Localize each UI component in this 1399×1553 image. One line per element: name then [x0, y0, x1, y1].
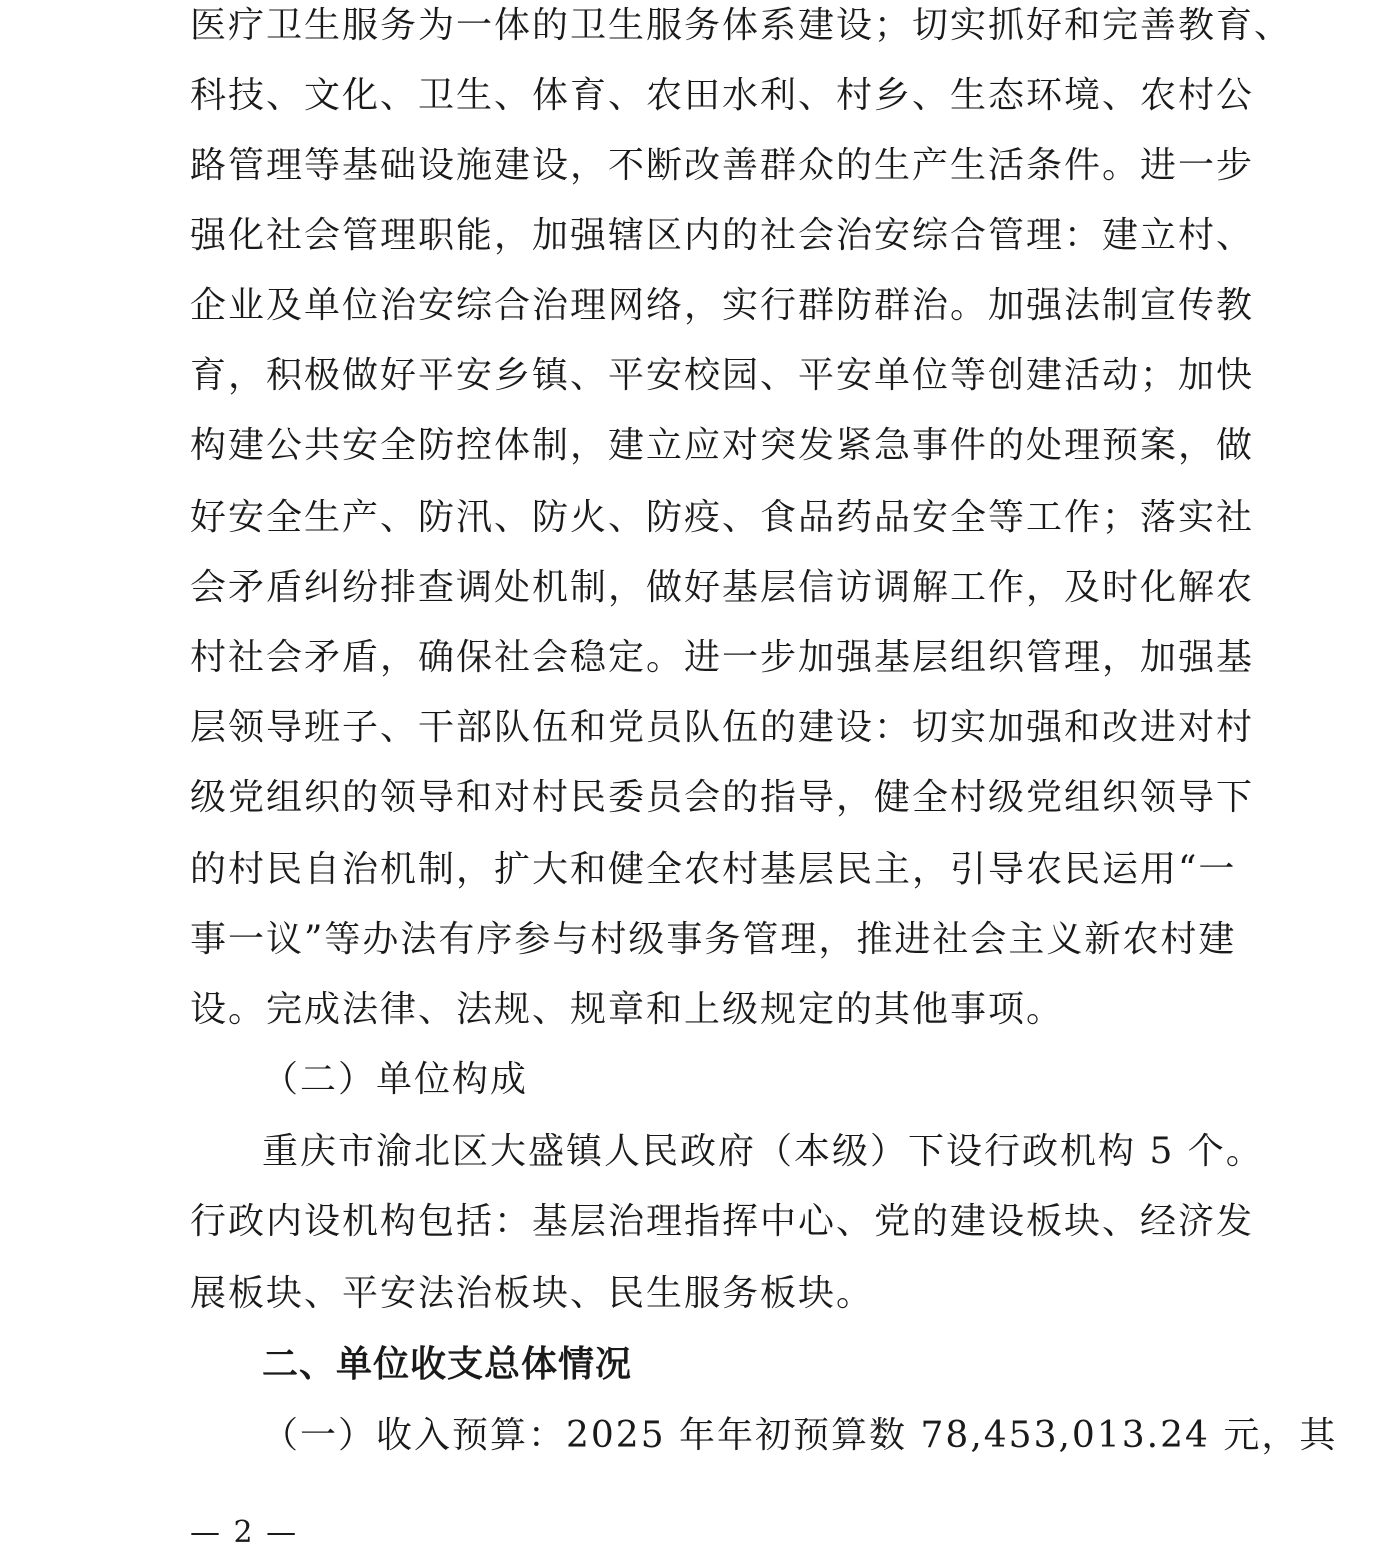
body-line-2: 科技、文化、卫生、体育、农田水利、村乡、生态环境、农村公 [190, 75, 1255, 116]
body-line-5: 企业及单位治安综合治理网络，实行群防群治。加强法制宣传教 [190, 285, 1255, 326]
body-line-3: 路管理等基础设施建设，不断改善群众的生产生活条件。进一步 [190, 145, 1255, 186]
subsection-heading-unit-composition: （二）单位构成 [262, 1059, 529, 1100]
body-line-7: 构建公共安全防控体制，建立应对突发紧急事件的处理预案，做 [190, 425, 1255, 466]
body-line-11: 层领导班子、干部队伍和党员队伍的建设：切实加强和改进对村 [190, 707, 1255, 748]
unit-line-1: 重庆市渝北区大盛镇人民政府（本级）下设行政机构 5 个。 [262, 1131, 1264, 1172]
income-budget-line: （一）收入预算：2025 年年初预算数 78,453,013.24 元，其 [262, 1415, 1338, 1456]
body-line-13: 的村民自治机制，扩大和健全农村基层民主，引导农民运用“一 [190, 849, 1237, 890]
unit-line-3: 展板块、平安法治板块、民生服务板块。 [190, 1273, 875, 1314]
body-line-15: 设。完成法律、法规、规章和上级规定的其他事项。 [190, 989, 1065, 1030]
body-line-10: 村社会矛盾，确保社会稳定。进一步加强基层组织管理，加强基 [190, 637, 1255, 678]
body-line-1: 医疗卫生服务为一体的卫生服务体系建设；切实抓好和完善教育、 [190, 5, 1293, 46]
section-heading-income-expenditure: 二、单位收支总体情况 [262, 1343, 633, 1385]
body-line-4: 强化社会管理职能，加强辖区内的社会治安综合管理：建立村、 [190, 215, 1255, 256]
body-line-6: 育，积极做好平安乡镇、平安校园、平安单位等创建活动；加快 [190, 355, 1255, 396]
body-line-8: 好安全生产、防汛、防火、防疫、食品药品安全等工作；落实社 [190, 497, 1255, 538]
page-number: — 2 — [190, 1515, 299, 1550]
body-line-9: 会矛盾纠纷排查调处机制，做好基层信访调解工作，及时化解农 [190, 567, 1255, 608]
body-line-14: 事一议”等办法有序参与村级事务管理，推进社会主义新农村建 [190, 919, 1237, 960]
unit-line-2: 行政内设机构包括：基层治理指挥中心、党的建设板块、经济发 [190, 1201, 1255, 1242]
body-line-12: 级党组织的领导和对村民委员会的指导，健全村级党组织领导下 [190, 777, 1255, 818]
